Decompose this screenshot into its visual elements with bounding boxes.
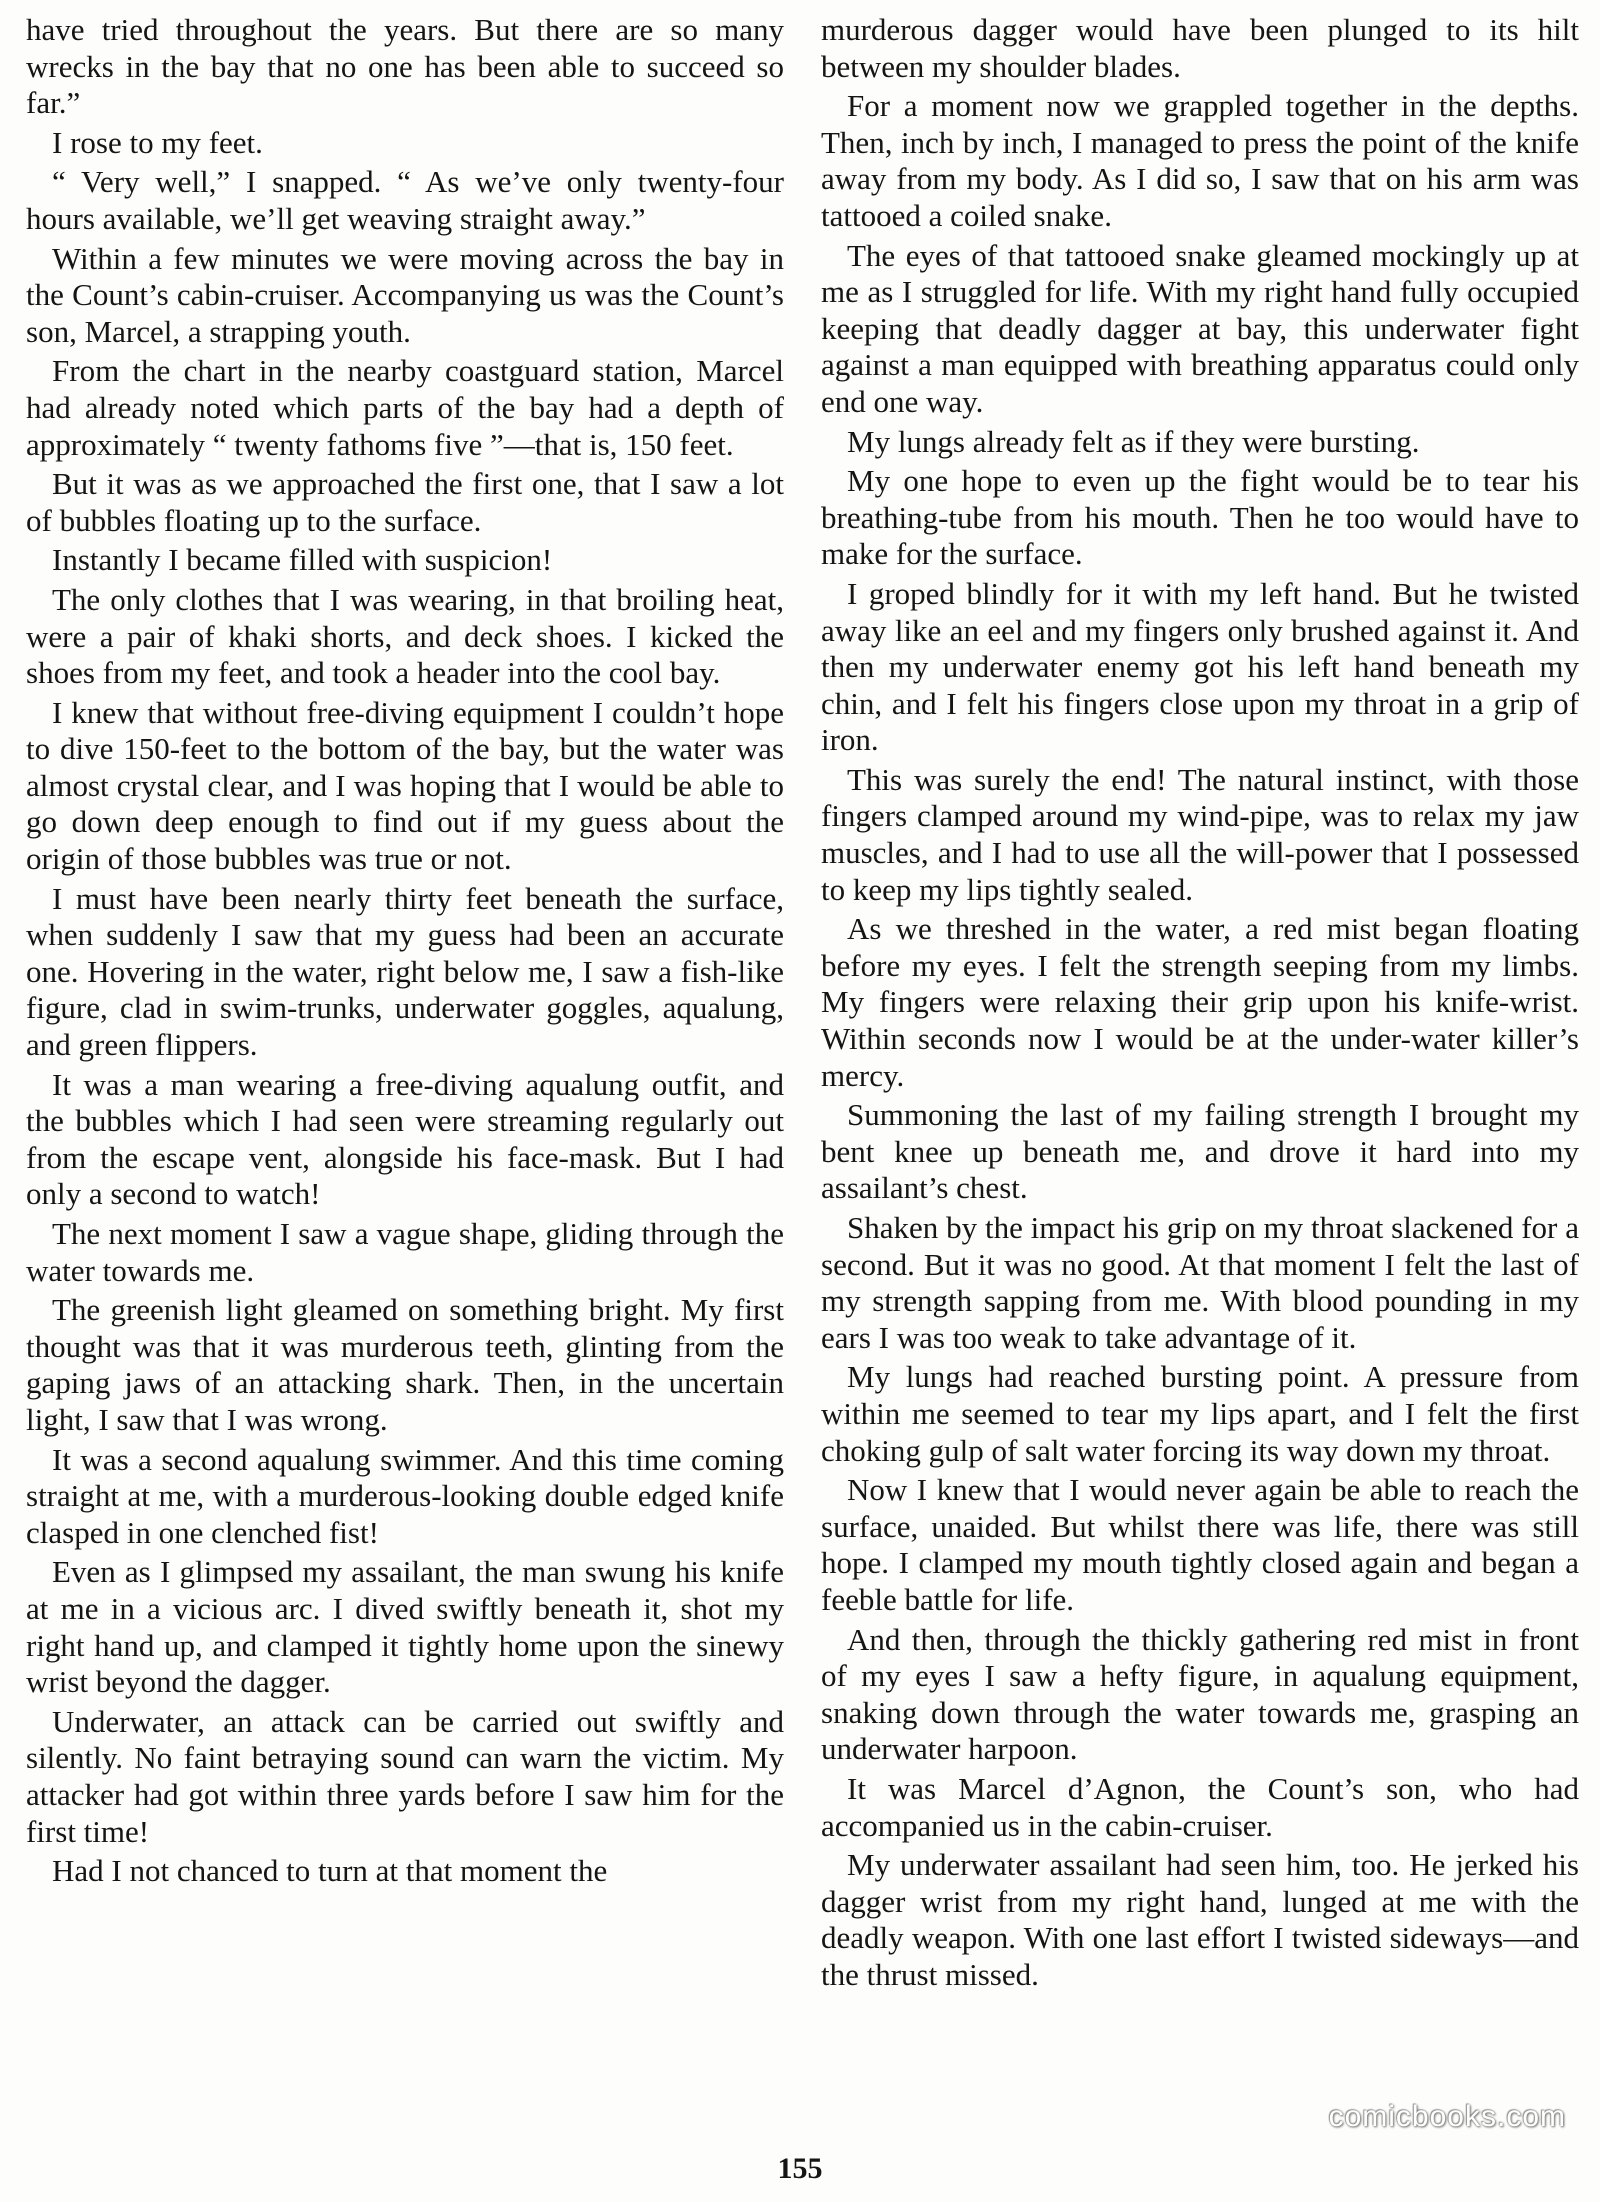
paragraph: I must have been nearly thirty feet beneath the surface, when suddenly I saw that my guess had been an accurate one. Hovering in the water, right below me, I saw a fish-like figure, clad in swim-trunks, underwater goggles, aqualung, and green flippers.: [26, 880, 784, 1063]
paragraph: Underwater, an attack can be carried out swiftly and silently. No faint betraying sound can warn the victim. My attacker had got within three yards before I saw him for the first time!: [26, 1703, 784, 1849]
paragraph: But it was as we approached the first one, that I saw a lot of bubbles floating up to the surface.: [26, 466, 784, 538]
paragraph: For a moment now we grappled together in the depths. Then, inch by inch, I managed to press the point of the knife away from my body. As I did so, I saw that on his arm was tattooed a coiled snake.: [821, 88, 1579, 233]
paragraph: My lungs already felt as if they were bursting.: [847, 423, 1420, 459]
paragraph: It was a second aqualung swimmer. And this time coming straight at me, with a murderous-looking double edged knife clasped in one clenched fist!: [26, 1441, 784, 1550]
paragraph: Shaken by the impact his grip on my throat slackened for a second. But it was no good. At that moment I felt the last of my strength sapping from me. With blood pounding in my ears I was too weak to take advantage of it.: [821, 1210, 1579, 1355]
paragraph: Within a few minutes we were moving across the bay in the Count’s cabin-cruiser. Accompanying us was the Count’s son, Marcel, a strapping youth.: [26, 240, 784, 349]
paragraph: Even as I glimpsed my assailant, the man swung his knife at me in a vicious arc. I dived swiftly beneath it, shot my right hand up, and clamped it tightly home upon the sinewy wrist beyond the dagger.: [26, 1554, 784, 1700]
paragraph: “ Very well,” I snapped. “ As we’ve only twenty-four hours available, we’ll get weaving straight away.”: [26, 164, 784, 236]
paragraph: Instantly I became filled with suspicion!: [52, 542, 553, 578]
paragraph: I knew that without free-diving equipment I couldn’t hope to dive 150-feet to the bottom of the bay, but the water was almost crystal clear, and I was hoping that I would be able to go down deep enough to find out if my guess about the origin of those bubbles was true or not.: [26, 694, 784, 877]
left-text-column: [26, 12, 784, 1893]
paragraph: Had I not chanced to turn at that moment the: [52, 1853, 608, 1889]
paragraph: This was surely the end! The natural instinct, with those fingers clamped around my wind-pipe, was to relax my jaw muscles, and I had to use all the will-power that I possessed to keep my lips tightly sealed.: [821, 761, 1579, 907]
paragraph: My underwater assailant had seen him, too. He jerked his dagger wrist from my right hand, lunged at me with the deadly weapon. With one last effort I twisted sideways—and the thrust missed.: [821, 1847, 1579, 1992]
right-text-column: [821, 12, 1579, 1996]
paragraph: It was a man wearing a free-diving aqualung outfit, and the bubbles which I had seen were streaming regularly out from the escape vent, alongside his face-mask. But I had only a second to watch!: [26, 1066, 784, 1212]
paragraph: The greenish light gleamed on something bright. My first thought was that it was murderous teeth, glinting from the gaping jaws of an attacking shark. Then, in the uncertain light, I saw that I was wrong.: [26, 1292, 784, 1437]
paragraph: I groped blindly for it with my left hand. But he twisted away like an eel and my fingers only brushed against it. And then my underwater enemy got his left hand beneath my chin, and I felt his fingers close upon my throat in a grip of iron.: [821, 575, 1579, 758]
paragraph: Now I knew that I would never again be able to reach the surface, unaided. But whilst there was life, there was still hope. I clamped my mouth tightly closed again and began a feeble battle for life.: [821, 1472, 1579, 1617]
page-number: 155: [777, 2152, 823, 2185]
paragraph: My lungs had reached bursting point. A pressure from within me seemed to tear my lips apart, and I felt the first choking gulp of salt water forcing its way down my throat.: [821, 1359, 1579, 1468]
paragraph: As we threshed in the water, a red mist began floating before my eyes. I felt the strength seeping from my limbs. My fingers were relaxing their grip upon his knife-wrist. Within seconds now I would be at the under-water killer’s mercy.: [821, 911, 1579, 1093]
paragraph: The eyes of that tattooed snake gleamed mockingly up at me as I struggled for life. With my right hand fully occupied keeping that deadly dagger at bay, this underwater fight against a man equipped with breathing apparatus could only end one way.: [821, 237, 1579, 419]
paragraph: Summoning the last of my failing strength I brought my bent knee up beneath me, and drove it hard into my assailant’s chest.: [821, 1097, 1579, 1206]
paragraph: My one hope to even up the fight would be to tear his breathing-tube from his mouth. Then he too would have to make for the surface.: [821, 463, 1579, 572]
paragraph: have tried throughout the years. But there are so many wrecks in the bay that no one has been able to succeed so far.”: [26, 12, 784, 121]
watermark: comicbooks.com: [1328, 2100, 1566, 2133]
paragraph: The only clothes that I was wearing, in that broiling heat, were a pair of khaki shorts, and deck shoes. I kicked the shoes from my feet, and took a header into the cool bay.: [26, 581, 784, 691]
paragraph: The next moment I saw a vague shape, gliding through the water towards me.: [26, 1216, 784, 1288]
paragraph: From the chart in the nearby coastguard station, Marcel had already noted which parts of the bay had a depth of approximately “ twenty fathoms five ”—that is, 150 feet.: [26, 353, 784, 462]
paragraph: murderous dagger would have been plunged to its hilt between my shoulder blades.: [821, 12, 1579, 84]
paragraph: I rose to my feet.: [52, 124, 263, 160]
paragraph: It was Marcel d’Agnon, the Count’s son, who had accompanied us in the cabin-cruiser.: [821, 1770, 1579, 1843]
paragraph: And then, through the thickly gathering red mist in front of my eyes I saw a hefty figure, in aqualung equipment, snaking down through the water towards me, grasping an underwater harpoon.: [821, 1621, 1579, 1767]
